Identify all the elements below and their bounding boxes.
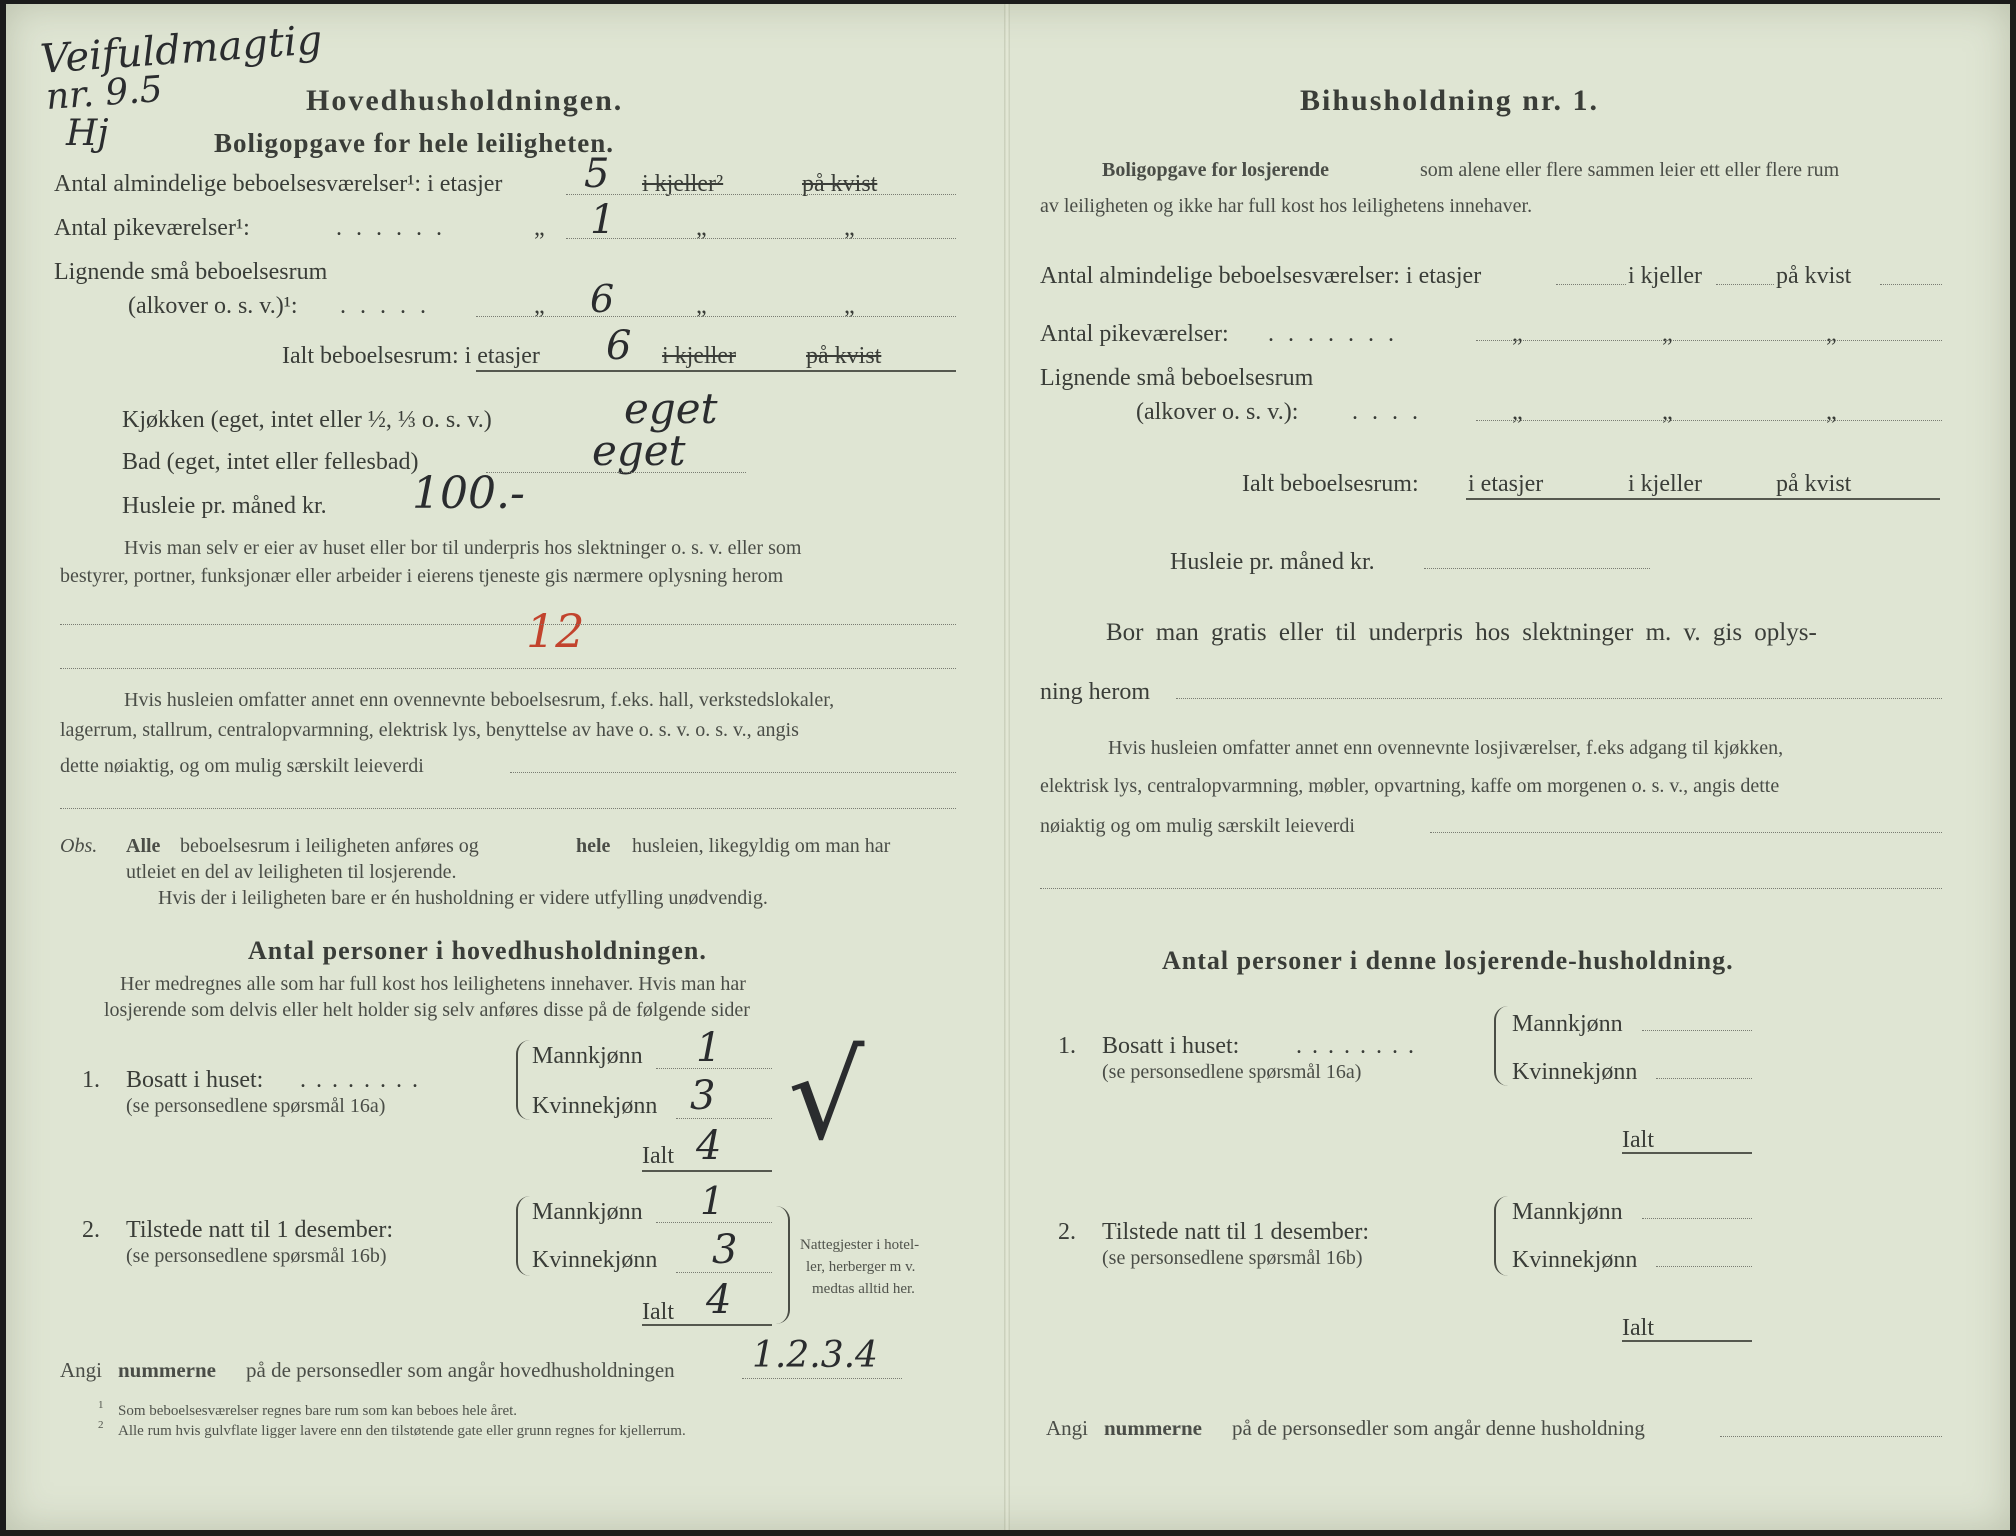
rent-includes-line [510, 772, 956, 773]
footnote2-mark: 2 [98, 1419, 104, 1431]
q2-ialt-label-left: Ialt [642, 1299, 674, 1325]
rent-includes-line-b [60, 808, 956, 809]
right-pike-line [1476, 340, 1942, 341]
small-rooms-dots: ..... [340, 293, 440, 319]
bad-line [486, 472, 746, 473]
q1-kvinne-line-right [1656, 1078, 1752, 1079]
small-rooms-label2: (alkover o. s. v.)¹: [128, 293, 298, 319]
rent-includes-line1: Hvis husleien omfatter annet enn ovennevnte beboelsesrum, f.eks. hall, verkstedslokaler, [124, 689, 835, 711]
obs-label: Obs. [60, 835, 98, 857]
q2-mann-label-left: Mannkjønn [532, 1199, 643, 1225]
red-annotation: 12 [526, 604, 585, 658]
q1-dots-right: ........ [1296, 1033, 1424, 1059]
kjokken-label: Kjøkken (eget, intet eller ½, ⅓ o. s. v.) [122, 407, 492, 433]
right-pike-label: Antal pikeværelser: [1040, 321, 1229, 347]
angi-right-a: Angi [1046, 1416, 1088, 1440]
q2-mann-line-left [656, 1222, 772, 1223]
footnote2: Alle rum hvis gulvflate ligger lavere enn den tilstøtende gate eller grunn regnes for kjellerrum. [118, 1423, 686, 1439]
angi-left-c: på de personsedler som angår hovedhusholdningen [246, 1358, 675, 1382]
footnote1: Som beboelsesværelser regnes bare rum som kan beboes hele året. [118, 1403, 518, 1419]
q1-ialt-label-right: Ialt [1622, 1127, 1654, 1153]
q2-label-left: Tilstede natt til 1 desember: [126, 1217, 394, 1243]
q1-brace-left [516, 1040, 530, 1120]
ialt-rooms-value: 6 [606, 323, 632, 369]
q1-ialt-value-left: 4 [696, 1123, 722, 1169]
right-small-line [1476, 420, 1942, 421]
q1-label-right: Bosatt i huset: [1102, 1033, 1240, 1059]
rooms-kvist-label: på kvist [802, 171, 878, 197]
bad-value: eget [592, 426, 686, 475]
q2-ialt-rule-left [642, 1324, 772, 1326]
persons-title-left: Antal personer i hovedhusholdningen. [248, 936, 707, 965]
right-pike-ditto2: „ [1662, 321, 1673, 347]
q2-num-right: 2. [1058, 1219, 1076, 1245]
husleie-label: Husleie pr. måned kr. [122, 493, 327, 519]
q2-mann-line-right [1642, 1218, 1752, 1219]
small-rooms-ditto2: „ [696, 293, 707, 319]
right-small-label2: (alkover o. s. v.): [1136, 399, 1299, 425]
persons-text-line2: losjerende som delvis eller helt holder sig selv anføres disse på de følgende sider [104, 999, 750, 1021]
kjokken-value: eget [624, 384, 718, 433]
q2-brace-left [516, 1196, 530, 1276]
q1-kvinne-value-left: 3 [690, 1073, 716, 1119]
q2-right-brace [776, 1206, 790, 1324]
obs-text-b: beboelsesrum i leiligheten anføres og [180, 835, 479, 857]
right-ialt-kjeller: i kjeller [1628, 471, 1702, 497]
right-p-line1: Hvis husleien omfatter annet enn ovennevnte losjiværelser, f.eks adgang til kjøkken, [1108, 737, 1784, 759]
right-small-ditto3: „ [1826, 399, 1837, 425]
ialt-kjeller: i kjeller [662, 343, 736, 369]
annotation-line1: Veifuldmagtig [38, 17, 324, 83]
ialt-rooms-label: Ialt beboelsesrum: i etasjer [282, 343, 540, 369]
right-rooms-label: Antal almindelige beboelsesværelser: i etasjer [1040, 263, 1482, 289]
ialt-rooms-rule [476, 370, 956, 372]
right-title: Bihusholdning nr. 1. [1300, 84, 1600, 117]
small-rooms-value: 6 [590, 277, 615, 321]
owner-text-line2: bestyrer, portner, funksjonær eller arbeider i eierens tjeneste gis nærmere oplysning herom [60, 565, 784, 587]
right-pike-ditto1: „ [1512, 321, 1523, 347]
q1-sub-left: (se personsedlene spørsmål 16a) [126, 1095, 386, 1117]
small-rooms-label1: Lignende små beboelsesrum [54, 259, 328, 285]
q2-brace-right [1494, 1196, 1508, 1276]
left-subtitle: Boligopgave for hele leiligheten. [214, 128, 614, 158]
angi-left-line [742, 1378, 902, 1379]
obs-text-d: husleien, likegyldig om man har [632, 835, 891, 857]
rent-includes-line2: lagerrum, stallrum, centralopvarmning, elektrisk lys, benyttelse av have o. s. v. o. s. v., angis [60, 719, 799, 741]
right-rooms-line1 [1556, 284, 1626, 285]
q1-dots-left: ........ [300, 1067, 428, 1093]
owner-line2 [60, 668, 956, 669]
right-bor-line1: Bor man gratis eller til underpris hos slektninger m. v. gis oplys- [1106, 619, 1817, 646]
page-fold [1004, 4, 1010, 1530]
right-p-line3: nøiaktig og om mulig særskilt leieverdi [1040, 815, 1355, 837]
right-ialt-label: Ialt beboelsesrum: [1242, 471, 1419, 497]
right-bor-line2: ning herom [1040, 679, 1150, 705]
angi-right-line [1720, 1436, 1942, 1437]
q2-kvinne-line-left [676, 1272, 772, 1273]
right-small-label1: Lignende små beboelsesrum [1040, 365, 1314, 391]
q2-ialt-rule-right [1622, 1340, 1752, 1342]
q2-label-right: Tilstede natt til 1 desember: [1102, 1219, 1370, 1245]
q1-mann-line-left [656, 1068, 772, 1069]
bad-label: Bad (eget, intet eller fellesbad) [122, 449, 419, 475]
nattegjester-line2: ler, herberger m v. [806, 1259, 916, 1275]
rooms-kjeller-label: i kjeller² [642, 171, 724, 197]
pike-ditto2: „ [696, 215, 707, 241]
q2-kvinne-line-right [1656, 1266, 1752, 1267]
angi-left-a: Angi [60, 1358, 102, 1382]
obs-hele: hele [576, 835, 611, 857]
right-pike-dots: ....... [1268, 321, 1408, 347]
right-rooms-line3 [1880, 284, 1942, 285]
q2-ialt-value-left: 4 [706, 1277, 732, 1323]
angi-left-b: nummerne [118, 1358, 216, 1382]
left-title: Hovedhusholdningen. [306, 84, 624, 117]
rooms-line [566, 194, 956, 195]
rooms-label: Antal almindelige beboelsesværelser¹: i etasjer [54, 171, 503, 197]
annotation-line3: Hj [66, 113, 109, 154]
right-intro-a: Boligopgave for losjerende [1102, 159, 1330, 181]
right-ialt-rule [1466, 498, 1940, 500]
q1-brace-right [1494, 1006, 1508, 1086]
right-husleie-line [1424, 568, 1650, 569]
right-ialt-kvist: på kvist [1776, 471, 1852, 497]
nattegjester-line3: medtas alltid her. [812, 1281, 915, 1297]
nattegjester-line1: Nattegjester i hotel- [800, 1237, 920, 1253]
owner-line1 [60, 624, 956, 625]
q1-ialt-rule-left [642, 1170, 772, 1172]
ialt-kvist: på kvist [806, 343, 882, 369]
q1-ialt-label-left: Ialt [642, 1143, 674, 1169]
rooms-etasjer-value: 5 [584, 151, 610, 197]
q1-num-right: 1. [1058, 1033, 1076, 1059]
angi-left-value: 1.2.3.4 [752, 1335, 878, 1376]
obs-line3: Hvis der i leiligheten bare er én husholdning er videre utfylling unødvendig. [158, 887, 768, 909]
annotation-line2: nr. 9.5 [44, 68, 164, 119]
pike-ditto3: „ [844, 215, 855, 241]
q1-ialt-rule-right [1622, 1152, 1752, 1154]
q2-kvinne-label-right: Kvinnekjønn [1512, 1247, 1638, 1273]
small-rooms-ditto3: „ [844, 293, 855, 319]
q1-num-left: 1. [82, 1067, 100, 1093]
pike-dots: ...... [336, 215, 456, 241]
rent-includes-line3: dette nøiaktig, og om mulig særskilt leieverdi [60, 755, 424, 777]
q1-mann-label-left: Mannkjønn [532, 1043, 643, 1069]
q1-mann-line-right [1642, 1030, 1752, 1031]
right-intro-b: som alene eller flere sammen leier ett eller flere rum [1420, 159, 1840, 181]
q1-kvinne-label-left: Kvinnekjønn [532, 1093, 658, 1119]
census-form-sheet [6, 4, 2010, 1530]
right-ialt-etasjer: i etasjer [1468, 471, 1544, 497]
right-rooms-line2 [1716, 284, 1774, 285]
pike-label: Antal pikeværelser¹: [54, 215, 250, 241]
pike-ditto1: „ [534, 215, 545, 241]
q2-sub-left: (se personsedlene spørsmål 16b) [126, 1245, 387, 1267]
checkmark: √ [788, 1028, 865, 1167]
obs-line2: utleiet en del av leiligheten til losjerende. [126, 861, 457, 883]
q1-sub-right: (se personsedlene spørsmål 16a) [1102, 1061, 1362, 1083]
husleie-value: 100.- [412, 468, 525, 519]
small-rooms-ditto1: „ [534, 293, 545, 319]
q1-kvinne-label-right: Kvinnekjønn [1512, 1059, 1638, 1085]
q2-num-left: 2. [82, 1217, 100, 1243]
q2-mann-label-right: Mannkjønn [1512, 1199, 1623, 1225]
q2-kvinne-label-left: Kvinnekjønn [532, 1247, 658, 1273]
right-bor-line [1176, 698, 1942, 699]
q1-mann-label-right: Mannkjønn [1512, 1011, 1623, 1037]
right-intro-line2: av leiligheten og ikke har full kost hos leilighetens innehaver. [1040, 195, 1533, 217]
pike-line [566, 238, 956, 239]
right-p-line [1430, 832, 1942, 833]
q2-kvinne-value-left: 3 [712, 1227, 738, 1273]
right-rooms-kjeller: i kjeller [1628, 263, 1702, 289]
pike-value: 1 [590, 197, 616, 243]
angi-right-b: nummerne [1104, 1416, 1202, 1440]
right-husleie-label: Husleie pr. måned kr. [1170, 549, 1375, 575]
obs-alle: Alle [126, 835, 161, 857]
q1-label-left: Bosatt i huset: [126, 1067, 264, 1093]
persons-title-right: Antal personer i denne losjerende-husholdning. [1162, 946, 1734, 975]
footnote1-mark: 1 [98, 1399, 104, 1411]
small-rooms-line [476, 316, 956, 317]
angi-right-c: på de personsedler som angår denne husholdning [1232, 1416, 1645, 1440]
q1-mann-value-left: 1 [696, 1025, 722, 1071]
q1-kvinne-line-left [676, 1118, 772, 1119]
right-small-ditto1: „ [1512, 399, 1523, 425]
right-p-line-b [1040, 888, 1942, 889]
q2-ialt-label-right: Ialt [1622, 1315, 1654, 1341]
right-p-line2: elektrisk lys, centralopvarmning, møbler, opvartning, kaffe om morgenen o. s. v., angis dette [1040, 775, 1780, 797]
right-small-dots: .... [1352, 399, 1432, 425]
owner-text-line1: Hvis man selv er eier av huset eller bor til underpris hos slektninger o. s. v. eller som [124, 537, 802, 559]
right-pike-ditto3: „ [1826, 321, 1837, 347]
right-small-ditto2: „ [1662, 399, 1673, 425]
q2-mann-value-left: 1 [700, 1179, 725, 1223]
persons-text-line1: Her medregnes alle som har full kost hos leilighetens innehaver. Hvis man har [120, 973, 746, 995]
q2-sub-right: (se personsedlene spørsmål 16b) [1102, 1247, 1363, 1269]
right-rooms-kvist: på kvist [1776, 263, 1852, 289]
